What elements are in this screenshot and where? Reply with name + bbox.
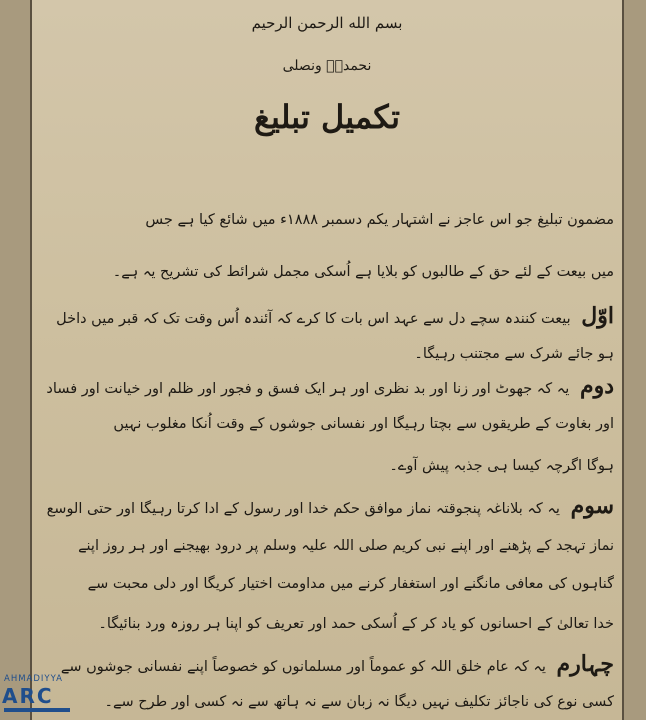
article-column: [34, 0, 620, 720]
condition-text: یہ کہ جھوٹ اور زنا اور بد نظری اور ہر ایک فسق و فجور اور ظلم اور خیانت اور فساد: [46, 381, 570, 397]
hamd-line: نحمدہٗ ونصلی: [282, 58, 372, 74]
right-margin: [624, 0, 646, 720]
condition-line: [40, 650, 614, 678]
condition-line: گناہوں کی معافی مانگنے اور استغفار کرنے میں مداومت اختیار کریگا اور دلی محبت سے: [87, 576, 614, 592]
condition-line: خدا تعالیٰ کے احسانوں کو یاد کر کے اُسکی حمد اور تعریف کو اپنا ہر روزہ ورد بنائیگا۔: [98, 616, 614, 632]
logo-underline: [4, 708, 70, 712]
condition-line: [40, 372, 614, 400]
condition-line: [40, 302, 614, 330]
left-column-rule: [30, 0, 32, 720]
condition-lead: دوم: [579, 373, 614, 399]
condition-text: بیعت کنندہ سچے دل سے عہد اس بات کا کرے کہ آئندہ اُس وقت تک کہ قبر میں داخل: [56, 311, 571, 327]
condition-text: یہ کہ عام خلق اللہ کو عموماً اور مسلمانوں کو خصوصاً اپنے نفسانی جوشوں سے: [60, 659, 546, 675]
condition-lead: اوّل: [581, 303, 614, 329]
condition-line: [40, 492, 614, 520]
condition-lead: چہارم: [556, 651, 614, 677]
condition-line: کسی نوع کی ناجائز تکلیف نہیں دیگا نہ زبان سے نہ ہاتھ سے نہ کسی اور طرح سے۔: [104, 694, 614, 710]
logo-top-text: AHMADIYYA: [4, 674, 63, 684]
bismillah: بسم الله الرحمن الرحیم: [251, 14, 403, 32]
condition-text: یہ کہ بلاناغہ پنجوقتہ نماز موافق حکم خدا اور رسول کے ادا کرتا رہیگا اور حتی الوسع: [46, 501, 560, 517]
intro-line: مضمون تبلیغ جو اس عاجز نے اشتہار یکم دسمبر ۱۸۸۸ء میں شائع کیا ہے جس: [145, 212, 614, 228]
intro-line: میں بیعت کے لئے حق کے طالبوں کو بلایا ہے اُسکی مجمل شرائط کی تشریح یہ ہے۔: [112, 264, 614, 280]
condition-line: نماز تہجد کے پڑھنے اور اپنے نبی کریم صلی اللہ علیہ وسلم پر درود بھیجنے اور ہر روز اپنے: [78, 538, 614, 554]
condition-line: ہو جائے شرک سے مجتنب رہیگا۔: [414, 346, 614, 362]
condition-lead: سوم: [570, 493, 614, 519]
article-title: تکمیل تبلیغ: [254, 98, 400, 136]
left-margin: [0, 0, 30, 720]
right-column-rule: [622, 0, 624, 720]
condition-line: ہوگا اگرچہ کیسا ہی جذبہ پیش آوے۔: [389, 458, 614, 474]
condition-line: اور بغاوت کے طریقوں سے بچتا رہیگا اور نفسانی جوشوں کے وقت اُنکا مغلوب نہیں: [113, 416, 614, 432]
ahmadiyya-arc-logo: [2, 674, 74, 718]
logo-main-text: ARC: [2, 684, 54, 708]
